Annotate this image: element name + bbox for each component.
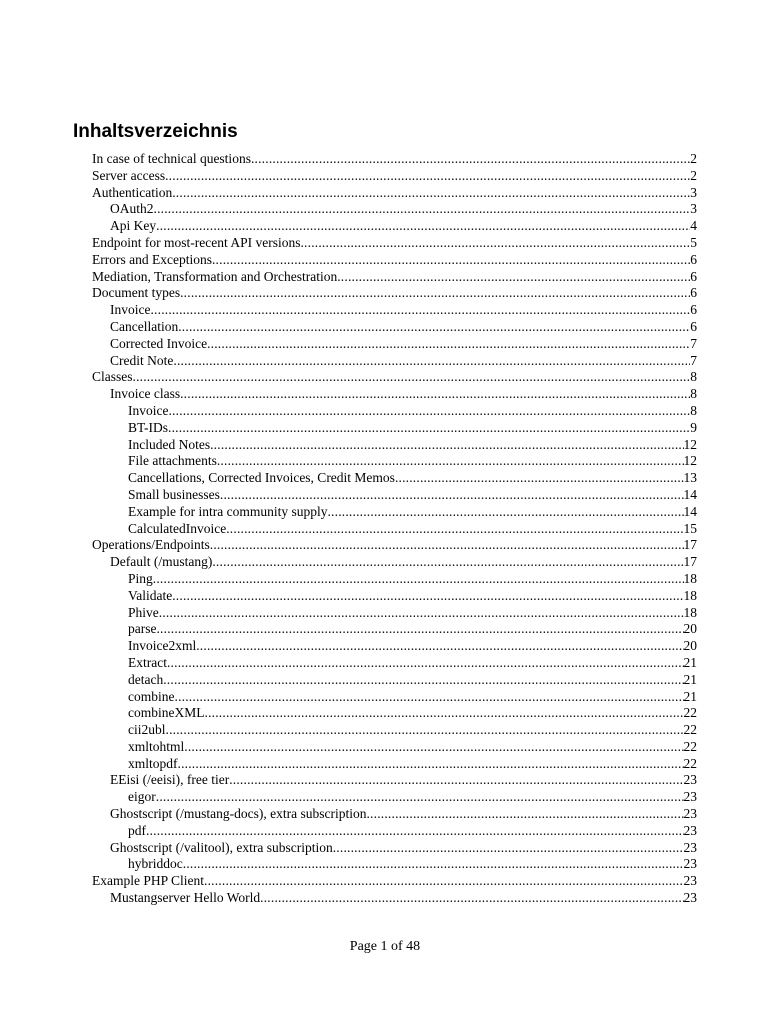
toc-entry-page-number: 6	[690, 285, 697, 301]
toc-entry-title: Example for intra community supply	[128, 503, 328, 519]
toc-dot-leader	[196, 638, 683, 655]
toc-entry-page-number: 22	[683, 738, 697, 754]
toc-entry-page-number: 23	[683, 839, 697, 855]
toc-entry-page-number: 18	[683, 570, 697, 586]
toc-entry-page-number: 18	[683, 604, 697, 620]
toc-entry[interactable]	[92, 336, 697, 353]
toc-dot-leader	[183, 856, 684, 873]
toc-dot-leader	[226, 521, 683, 538]
toc-entry[interactable]	[92, 705, 697, 722]
toc-dot-leader	[166, 722, 684, 739]
toc-entry-page-number: 12	[683, 453, 697, 469]
toc-entry[interactable]	[92, 890, 697, 907]
toc-dot-leader	[205, 705, 684, 722]
toc-entry[interactable]	[92, 856, 697, 873]
toc-dot-leader	[204, 873, 684, 890]
toc-dot-leader	[156, 218, 690, 235]
toc-entry-page-number: 17	[683, 537, 697, 553]
toc-entry-title: Invoice	[128, 402, 169, 418]
toc-dot-leader	[146, 823, 684, 840]
toc-entry[interactable]	[92, 521, 697, 538]
toc-entry-title: Classes	[92, 369, 133, 385]
toc-dot-leader	[180, 285, 690, 302]
toc-dot-leader	[184, 739, 683, 756]
toc-dot-leader	[327, 504, 683, 521]
toc-entry-page-number: 2	[690, 151, 697, 166]
toc-entry-page-number: 18	[683, 587, 697, 603]
toc-entry-title: Default (/mustang)	[110, 554, 213, 570]
toc-entry-page-number: 23	[683, 890, 697, 906]
toc-entry-title: xmltohtml	[128, 738, 185, 754]
toc-entry[interactable]	[92, 722, 697, 739]
toc-entry[interactable]	[92, 554, 697, 571]
toc-entry-title: OAuth2	[110, 201, 154, 217]
toc-dot-leader	[163, 672, 683, 689]
toc-entry[interactable]	[92, 369, 697, 386]
toc-entry-page-number: 5	[690, 234, 697, 250]
toc-entry[interactable]	[92, 487, 697, 504]
toc-entry-title: Validate	[128, 587, 173, 603]
toc-entry[interactable]	[92, 537, 697, 554]
toc-entry-page-number: 3	[690, 201, 697, 217]
toc-dot-leader	[395, 470, 684, 487]
toc-dot-leader	[212, 554, 683, 571]
toc-entry[interactable]	[92, 168, 697, 185]
toc-entry[interactable]	[92, 302, 697, 319]
toc-dot-leader	[156, 621, 683, 638]
toc-entry-title: Cancellations, Corrected Invoices, Credit Memos	[128, 470, 395, 486]
toc-entry[interactable]	[92, 655, 697, 672]
toc-entry[interactable]	[92, 806, 697, 823]
toc-entry-page-number: 23	[683, 856, 697, 872]
toc-dot-leader	[175, 689, 684, 706]
toc-dot-leader	[251, 151, 690, 168]
toc-entry-page-number: 8	[690, 386, 697, 402]
toc-entry[interactable]	[92, 504, 697, 521]
toc-entry-page-number: 3	[690, 184, 697, 200]
page-title: Inhaltsverzeichnis	[73, 121, 238, 142]
toc-entry-page-number: 7	[690, 335, 697, 351]
toc-entry-page-number: 21	[683, 688, 697, 704]
toc-entry-page-number: 23	[683, 772, 697, 788]
toc-dot-leader	[154, 201, 691, 218]
toc-entry[interactable]	[92, 353, 697, 370]
toc-entry-title: Server access	[92, 167, 166, 183]
toc-entry-page-number: 6	[690, 318, 697, 334]
toc-entry-page-number: 13	[683, 470, 697, 486]
toc-entry-page-number: 23	[683, 873, 697, 889]
toc-entry-page-number: 15	[683, 520, 697, 536]
toc-entry-title: Invoice2xml	[128, 638, 197, 654]
toc-entry-page-number: 21	[683, 671, 697, 687]
toc-entry-title: Authentication	[92, 184, 173, 200]
toc-entry-title: detach	[128, 671, 164, 687]
toc-entry[interactable]	[92, 823, 697, 840]
toc-entry-title: cii2ubl	[128, 722, 166, 738]
toc-entry[interactable]	[92, 386, 697, 403]
toc-entry-title: Invoice	[110, 302, 151, 318]
toc-dot-leader	[133, 369, 691, 386]
toc-entry-title: Corrected Invoice	[110, 335, 208, 351]
toc-entry[interactable]	[92, 235, 697, 252]
toc-entry[interactable]	[92, 185, 697, 202]
toc-entry-title: xmltopdf	[128, 755, 178, 771]
toc-entry-title: Ghostscript (/mustang-docs), extra subscription	[110, 806, 367, 822]
toc-entry[interactable]	[92, 453, 697, 470]
toc-entry-title: Ghostscript (/valitool), extra subscription	[110, 839, 333, 855]
toc-entry[interactable]	[92, 621, 697, 638]
toc-entry[interactable]	[92, 269, 697, 286]
toc-dot-leader	[173, 353, 690, 370]
toc-entry-title: Invoice class	[110, 386, 181, 402]
toc-dot-leader	[180, 386, 690, 403]
toc-dot-leader	[212, 252, 690, 269]
toc-entry[interactable]	[92, 689, 697, 706]
toc-entry-page-number: 8	[690, 402, 697, 418]
toc-entry[interactable]	[92, 470, 697, 487]
toc-entry-title: BT-IDs	[128, 419, 169, 435]
toc-entry-title: Phive	[128, 604, 159, 620]
toc-entry-title: hybriddoc	[128, 856, 183, 872]
toc-dot-leader	[300, 235, 690, 252]
toc-entry[interactable]	[92, 638, 697, 655]
toc-entry[interactable]	[92, 840, 697, 857]
toc-dot-leader	[172, 185, 690, 202]
toc-entry-title: Cancellation	[110, 318, 179, 334]
toc-entry-page-number: 21	[683, 654, 697, 670]
toc-entry[interactable]	[92, 285, 697, 302]
toc-dot-leader	[210, 537, 684, 554]
toc-entry-title: Document types	[92, 285, 181, 301]
toc-entry-title: In case of technical questions	[92, 151, 251, 166]
toc-dot-leader	[260, 890, 683, 907]
toc-entry-page-number: 23	[683, 822, 697, 838]
toc-entry-title: Example PHP Client	[92, 873, 204, 889]
toc-entry-page-number: 8	[690, 369, 697, 385]
toc-dot-leader	[172, 588, 683, 605]
toc-dot-leader	[168, 420, 690, 437]
toc-entry-title: combine	[128, 688, 175, 704]
toc-entry-page-number: 23	[683, 806, 697, 822]
toc-entry-title: combineXML	[128, 705, 205, 721]
toc-dot-leader	[337, 269, 690, 286]
table-of-contents	[92, 151, 697, 907]
toc-dot-leader	[229, 772, 683, 789]
toc-entry-title: eigor	[128, 789, 156, 805]
toc-entry-page-number: 17	[683, 554, 697, 570]
toc-entry-page-number: 22	[683, 705, 697, 721]
toc-entry[interactable]	[92, 252, 697, 269]
toc-entry[interactable]	[92, 588, 697, 605]
toc-entry-page-number: 22	[683, 755, 697, 771]
toc-dot-leader	[150, 302, 690, 319]
toc-entry[interactable]	[92, 420, 697, 437]
toc-dot-leader	[178, 756, 684, 773]
toc-entry-title: Endpoint for most-recent API versions	[92, 234, 301, 250]
toc-entry-title: Api Key	[110, 218, 157, 234]
toc-entry-title: Errors and Exceptions	[92, 251, 212, 267]
toc-entry[interactable]	[92, 772, 697, 789]
toc-entry-title: CalculatedInvoice	[128, 520, 227, 536]
page-footer: Page 1 of 48	[349, 939, 421, 954]
toc-dot-leader	[178, 319, 690, 336]
toc-dot-leader	[156, 789, 684, 806]
toc-entry[interactable]	[92, 672, 697, 689]
toc-entry-page-number: 14	[683, 486, 697, 502]
toc-entry-page-number: 6	[690, 302, 697, 318]
toc-entry-page-number: 4	[690, 218, 697, 234]
toc-entry-title: pdf	[128, 822, 146, 838]
toc-entry-page-number: 6	[690, 251, 697, 267]
toc-entry-title: parse	[128, 621, 157, 637]
toc-entry-title: Mediation, Transformation and Orchestration	[92, 268, 338, 284]
toc-entry-title: Extract	[128, 654, 167, 670]
toc-dot-leader	[167, 655, 684, 672]
toc-entry-page-number: 7	[690, 352, 697, 368]
toc-entry-page-number: 6	[690, 268, 697, 284]
toc-entry-title: Included Notes	[128, 436, 211, 452]
toc-dot-leader	[159, 605, 684, 622]
toc-entry-page-number: 20	[683, 621, 697, 637]
toc-entry-title: Credit Note	[110, 352, 174, 368]
toc-entry[interactable]	[92, 605, 697, 622]
toc-dot-leader	[207, 336, 690, 353]
toc-entry-title: Mustangserver Hello World	[110, 890, 261, 906]
toc-dot-leader	[333, 840, 684, 857]
toc-entry-title: Operations/Endpoints	[92, 537, 210, 553]
toc-dot-leader	[168, 403, 690, 420]
toc-entry-page-number: 12	[683, 436, 697, 452]
toc-entry[interactable]	[92, 201, 697, 218]
toc-dot-leader	[220, 487, 684, 504]
toc-entry-page-number: 22	[683, 722, 697, 738]
toc-entry[interactable]	[92, 218, 697, 235]
toc-dot-leader	[210, 437, 683, 454]
toc-entry-page-number: 2	[690, 167, 697, 183]
toc-entry[interactable]	[92, 403, 697, 420]
toc-entry[interactable]	[92, 756, 697, 773]
toc-dot-leader	[165, 168, 690, 185]
toc-entry[interactable]	[92, 873, 697, 890]
toc-entry[interactable]	[92, 437, 697, 454]
toc-entry-page-number: 23	[683, 789, 697, 805]
toc-entry[interactable]	[92, 319, 697, 336]
toc-entry[interactable]	[92, 571, 697, 588]
toc-entry-title: File attachments	[128, 453, 217, 469]
toc-entry-page-number: 20	[683, 638, 697, 654]
toc-entry-title: Small businesses	[128, 486, 220, 502]
toc-entry[interactable]	[92, 789, 697, 806]
toc-entry-title: EEisi (/eeisi), free tier	[110, 772, 230, 788]
toc-entry-title: Ping	[128, 570, 153, 586]
toc-dot-leader	[366, 806, 683, 823]
toc-dot-leader	[217, 453, 684, 470]
toc-entry-page-number: 14	[683, 503, 697, 519]
toc-entry[interactable]	[92, 739, 697, 756]
toc-dot-leader	[153, 571, 684, 588]
toc-entry[interactable]	[92, 151, 697, 168]
toc-entry-page-number: 9	[690, 419, 697, 435]
